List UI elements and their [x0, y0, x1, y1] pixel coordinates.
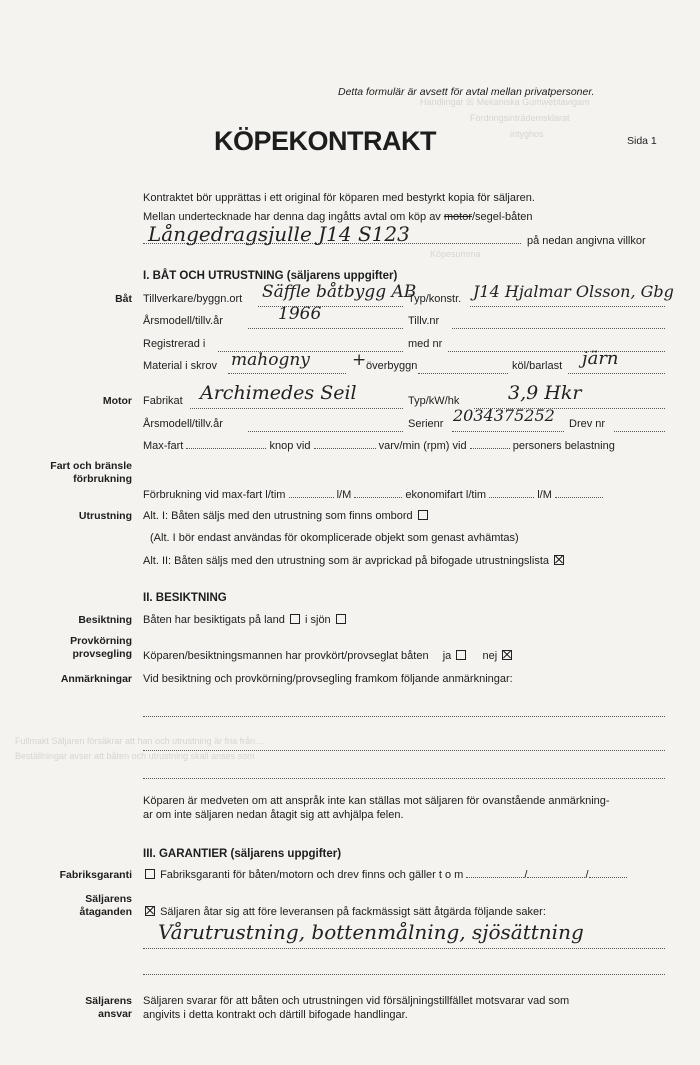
label-equipment: Utrustning — [78, 510, 132, 522]
label-fuel — [42, 460, 132, 486]
factory-checkbox[interactable] — [145, 869, 155, 879]
commit-text: Säljaren åtar sig att före leveransen på fackmässigt sätt åtgärda följande saker: — [160, 906, 546, 918]
motor-type-field[interactable]: 3,9 Hkr — [508, 382, 582, 404]
motor-make-label: Fabrikat — [143, 395, 183, 407]
fuel-maxspeed-label: Förbrukning vid max-fart l/tim — [143, 489, 286, 501]
remarks-text: Vid besiktning och provkörning/provsegling framkom följande anmärkningar: — [143, 673, 513, 685]
land-checkbox[interactable] — [290, 614, 300, 624]
inspection-row — [143, 614, 348, 626]
keel-field[interactable]: järn — [582, 348, 619, 369]
label-motor: Motor — [102, 395, 132, 407]
remarks-line-2[interactable] — [143, 750, 665, 751]
label-seller-commit — [52, 893, 132, 919]
knots-at-label: knop vid — [269, 440, 311, 452]
intro-line-2a: Mellan undertecknade har denna dag ingåtts avtal om köp av — [143, 211, 444, 223]
motor-type-label: Typ/kW/hk — [408, 395, 460, 407]
boat-name-field[interactable]: Långedragsjulle J14 S123 — [148, 222, 410, 246]
section-1-heading: I. BÅT OCH UTRUSTNING (säljarens uppgifter) — [143, 270, 398, 282]
water-checkbox[interactable] — [336, 614, 346, 624]
struck-motor: motor — [443, 211, 472, 223]
plus-mark: + — [352, 350, 367, 370]
section-3-heading: III. GARANTIER (säljarens uppgifter) — [143, 848, 342, 860]
intro-line-2b: /segel-båten — [472, 211, 533, 223]
maxspeed-label: Max-fart — [143, 440, 184, 452]
drive-label: Drev nr — [569, 418, 606, 430]
label-seller-resp-text: Säljarens ansvar — [85, 995, 132, 1020]
page-number: Sida 1 — [627, 135, 657, 147]
no-checkbox[interactable] — [502, 650, 512, 660]
motor-make-field[interactable]: Archimedes Seil — [200, 382, 357, 404]
label-trial — [52, 635, 132, 661]
rpm-at-label: varv/min (rpm) vid — [378, 440, 467, 452]
aware-line-1: Köparen är medveten om att anspråk inte kan ställas mot säljaren för ovanstående anmärkning- — [143, 795, 610, 807]
alt1-text: Alt. I: Båten säljs med den utrustning som finns ombord — [143, 510, 413, 522]
alt2-row — [143, 555, 566, 567]
trial-row — [143, 650, 514, 662]
alt1-row — [143, 510, 430, 522]
motor-year-label: Årsmodell/tillv.år — [143, 418, 223, 430]
commit-items-field[interactable]: Vårutrustning, bottenmålning, sjösättning — [158, 920, 584, 944]
hull-material-field[interactable]: mahogny — [231, 350, 310, 370]
manufacturer-field[interactable]: Säffle båtbygg AB — [262, 282, 417, 302]
commit-row — [143, 906, 546, 918]
material-label: Material i skrov — [143, 360, 217, 372]
remarks-line-1[interactable] — [143, 716, 665, 717]
type-label: Typ/konstr. — [408, 293, 462, 305]
registered-label: Registrerad i — [143, 338, 206, 350]
trial-text: Köparen/besiktningsmannen har provkört/provseglat båten — [143, 650, 429, 662]
slash-1: / — [524, 869, 528, 881]
year-field[interactable]: 1966 — [278, 304, 322, 324]
slash-2: / — [585, 869, 589, 881]
label-trial-text: Provkörning provsegling — [70, 635, 132, 660]
per-m-label-2: l/M — [537, 489, 552, 501]
label-seller-resp — [52, 995, 132, 1021]
label-inspection: Besiktning — [78, 614, 132, 626]
maxspeed-row — [143, 440, 615, 452]
reg-no-label: med nr — [408, 338, 443, 350]
intro-after-name: på nedan angivna villkor — [527, 235, 646, 247]
document-title: KÖPEKONTRAKT — [214, 126, 436, 156]
fuel-row — [143, 489, 603, 501]
label-fuel-text: Fart och bränsle förbrukning — [50, 460, 132, 485]
superstructure-label: överbyggn — [366, 360, 418, 372]
resp-line-1: Säljaren svarar för att båten och utrustningen vid försäljningstillfället motsvarar vad som — [143, 995, 570, 1007]
yes-text: ja — [442, 650, 452, 662]
factory-row — [143, 869, 627, 881]
commit-checkbox[interactable] — [145, 906, 155, 916]
in-water-text: i sjön — [305, 614, 331, 626]
keel-label: köl/barlast — [512, 360, 563, 372]
alt2-text: Alt. II: Båten säljs med den utrustning som är avprickad på bifogade utrustningslista — [143, 555, 549, 567]
yes-checkbox[interactable] — [456, 650, 466, 660]
label-seller-commit-text: Säljarens åtaganden — [79, 893, 132, 918]
serial-label: Serienr — [408, 418, 444, 430]
serial-field[interactable]: 2034375252 — [453, 406, 555, 425]
persons-load-label: personers belastning — [512, 440, 615, 452]
inspected-land-text: Båten har besiktigats på land — [143, 614, 285, 626]
section-2-heading: II. BESIKTNING — [143, 592, 227, 604]
eco-speed-label: ekonomifart l/tim — [405, 489, 487, 501]
label-factory: Fabriksgaranti — [59, 869, 132, 881]
factory-text: Fabriksgaranti för båten/motorn och drev finns och gäller t o m — [160, 869, 464, 881]
intro-line-1: Kontraktet bör upprättas i ett original för köparen med bestyrkt kopia för säljaren. — [143, 192, 535, 204]
per-m-label-1: l/M — [336, 489, 352, 501]
year-label: Årsmodell/tillv.år — [143, 315, 223, 327]
remarks-line-3[interactable] — [143, 778, 665, 779]
no-text: nej — [482, 650, 498, 662]
alt1-checkbox[interactable] — [418, 510, 428, 520]
form-note: Detta formulär är avsett för avtal mellan privatpersoner. — [338, 86, 595, 98]
alt2-checkbox[interactable] — [554, 555, 564, 565]
resp-line-2: angivits i detta kontrakt och därtill bifogade handlingar. — [143, 1009, 408, 1021]
mfg-no-label: Tillv.nr — [408, 315, 440, 327]
label-remarks: Anmärkningar — [60, 673, 132, 685]
aware-line-2: ar om inte säljaren nedan åtagit sig att avhjälpa felen. — [143, 809, 404, 821]
type-field[interactable]: J14 Hjalmar Olsson, Gbg — [473, 282, 674, 301]
label-boat: Båt — [115, 293, 132, 305]
manufacturer-label: Tillverkare/byggn.ort — [143, 293, 243, 305]
alt1-note: (Alt. I bör endast användas för okomplicerade objekt som genast avhämtas) — [150, 532, 519, 544]
